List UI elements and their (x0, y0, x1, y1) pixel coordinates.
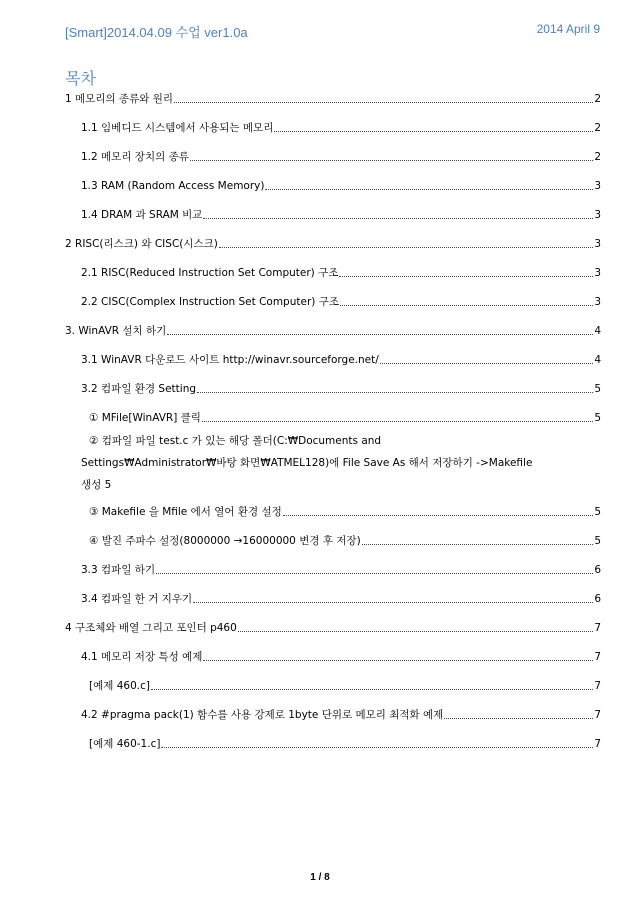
toc-entry[interactable]: [예제 460.c] 7 (89, 680, 601, 692)
wrapped-line-3: 생성 5 (81, 479, 112, 491)
header-title: [Smart]2014.04.09 수업 ver1.0a (65, 25, 248, 40)
toc-entry[interactable]: 3. WinAVR 설치 하기 4 (65, 325, 601, 337)
toc-entry[interactable]: 1.1 임베디드 시스템에서 사용되는 메모리 2 (81, 122, 601, 134)
toc-entry-wrapped[interactable] (65, 430, 601, 496)
wrapped-line-1: ② 컴파일 파일 test.c 가 있는 해당 폴더(C:₩Documents and (89, 435, 382, 447)
toc-entry[interactable]: 3.2 컴파일 환경 Setting 5 (81, 383, 601, 395)
page-header (65, 22, 600, 42)
toc-entry[interactable]: 3.3 컴파일 하기 6 (81, 564, 601, 576)
toc-entry[interactable]: 3.1 WinAVR 다운로드 사이트 http://winavr.sourceforge.net/ 4 (81, 354, 601, 366)
toc-entry[interactable]: 1.3 RAM (Random Access Memory) 3 (81, 180, 601, 192)
toc-entry[interactable]: ① MFile[WinAVR] 클릭 5 (89, 412, 601, 424)
toc-entry[interactable]: [예제 460-1.c] 7 (89, 738, 601, 750)
toc-entry[interactable]: 1.2 메모리 장치의 종류 2 (81, 151, 601, 163)
toc-entry[interactable]: ④ 발진 주파수 설정(8000000 →16000000 변경 후 저장) 5 (89, 535, 601, 547)
toc-entry[interactable]: 2.1 RISC(Reduced Instruction Set Computer) 구조 3 (81, 267, 601, 279)
toc-entry[interactable]: 2 RISC(리스크) 와 CISC(시스크) 3 (65, 238, 601, 250)
toc-entry[interactable]: 1.4 DRAM 과 SRAM 비교 3 (81, 209, 601, 221)
toc-heading: 목차 (65, 69, 96, 88)
toc-entry[interactable]: 3.4 컴파일 한 거 지우기 6 (81, 593, 601, 605)
toc-entry[interactable]: ③ Makefile 을 Mfile 에서 열어 환경 설정 5 (89, 506, 601, 518)
toc-entry[interactable]: 4.2 #pragma pack(1) 함수를 사용 강제로 1byte 단위로 메모리 최적화 예제 7 (81, 709, 601, 721)
header-date: 2014 April 9 (536, 22, 600, 36)
toc-entry[interactable]: 4 구조체와 배열 그리고 포인터 p460 7 (65, 622, 601, 634)
wrapped-line-2: Settings₩Administrator₩바탕 화면₩ATMEL128)에 File Save As 해서 저장하기 ->Makefile (81, 457, 533, 469)
page-number: 1 / 8 (310, 872, 330, 883)
toc-entry[interactable]: 4.1 메모리 저장 특성 예제 7 (81, 651, 601, 663)
toc-entry[interactable]: 1 메모리의 종류와 원리 2 (65, 93, 601, 105)
toc-entry[interactable]: 2.2 CISC(Complex Instruction Set Computer) 구조 3 (81, 296, 601, 308)
